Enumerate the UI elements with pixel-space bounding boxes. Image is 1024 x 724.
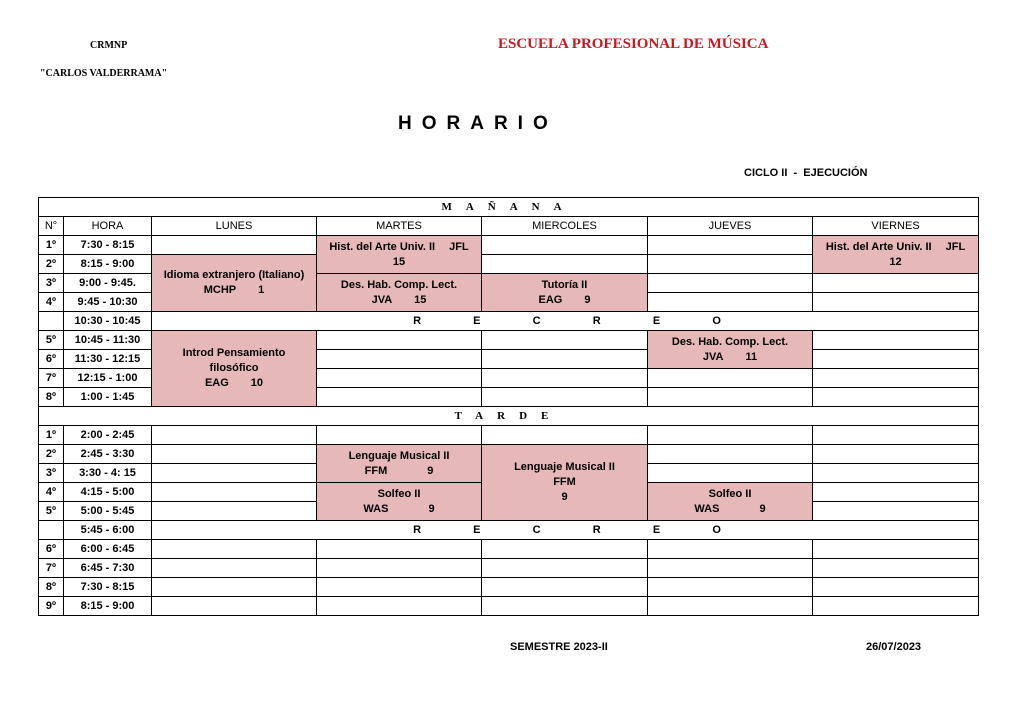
period-number: 1º bbox=[39, 236, 64, 255]
empty-slot bbox=[317, 369, 482, 388]
empty-slot bbox=[317, 597, 482, 616]
course-deshab-martes bbox=[317, 274, 482, 312]
course-teacher: JVA bbox=[371, 293, 393, 306]
empty-slot bbox=[813, 350, 979, 369]
empty-slot bbox=[648, 388, 813, 407]
empty-slot bbox=[813, 369, 979, 388]
institution-short: CRMNP bbox=[90, 40, 128, 51]
period-time: 6:00 - 6:45 bbox=[64, 540, 152, 559]
period-number: 4º bbox=[39, 293, 64, 312]
course-teacher: WAS bbox=[694, 502, 720, 515]
empty-slot bbox=[813, 464, 979, 483]
period-time: 3:30 - 4: 15 bbox=[64, 464, 152, 483]
course-room: 9 bbox=[584, 293, 591, 306]
empty-slot bbox=[813, 388, 979, 407]
morning-section-header: MAÑANA bbox=[39, 198, 979, 217]
empty-slot bbox=[317, 426, 482, 445]
course-room: 9 bbox=[759, 502, 766, 515]
empty-slot bbox=[648, 369, 813, 388]
empty-slot bbox=[152, 464, 317, 483]
empty-slot bbox=[813, 483, 979, 502]
course-room: 12 bbox=[889, 255, 902, 268]
col-header-hora: HORA bbox=[64, 217, 152, 236]
period-time: 12:15 - 1:00 bbox=[64, 369, 152, 388]
course-name: Tutoría II bbox=[541, 278, 588, 291]
recess-letter: R bbox=[413, 523, 422, 536]
empty-slot bbox=[813, 502, 979, 521]
period-number: 5º bbox=[39, 331, 64, 350]
empty-slot bbox=[648, 578, 813, 597]
period-number: 2º bbox=[39, 445, 64, 464]
cycle-label: CICLO II - EJECUCIÓN bbox=[744, 167, 868, 179]
empty-slot bbox=[152, 540, 317, 559]
course-teacher: EAG bbox=[204, 377, 229, 389]
period-time: 9:45 - 10:30 bbox=[64, 293, 152, 312]
empty-slot bbox=[482, 559, 648, 578]
empty-slot bbox=[648, 293, 813, 312]
empty-slot bbox=[648, 597, 813, 616]
school-title: ESCUELA PROFESIONAL DE MÚSICA bbox=[498, 36, 769, 52]
course-room: 9 bbox=[561, 491, 568, 503]
course-name: Lenguaje Musical II bbox=[348, 449, 450, 462]
period-time: 10:30 - 10:45 bbox=[64, 312, 152, 331]
course-room: 15 bbox=[392, 255, 406, 268]
course-solfeo-jueves bbox=[648, 483, 813, 521]
period-number: 6º bbox=[39, 350, 64, 369]
course-teacher: FFM bbox=[553, 476, 576, 488]
period-time: 7:30 - 8:15 bbox=[64, 236, 152, 255]
course-room: 1 bbox=[258, 284, 265, 296]
empty-slot bbox=[152, 597, 317, 616]
recess-letter: C bbox=[532, 523, 541, 536]
empty-slot bbox=[482, 236, 648, 255]
course-tutoria-miercoles bbox=[482, 274, 648, 312]
empty-slot bbox=[813, 426, 979, 445]
empty-slot bbox=[648, 445, 813, 464]
course-teacher: EAG bbox=[538, 293, 563, 306]
empty-slot bbox=[648, 559, 813, 578]
course-room: 10 bbox=[250, 377, 264, 389]
period-time: 5:00 - 5:45 bbox=[64, 502, 152, 521]
course-idioma-lunes bbox=[152, 255, 317, 312]
course-room: 9 bbox=[428, 502, 435, 515]
course-name: Lenguaje Musical II bbox=[514, 461, 615, 473]
empty-slot bbox=[152, 502, 317, 521]
course-solfeo-martes bbox=[317, 483, 482, 521]
period-number bbox=[39, 312, 64, 331]
empty-slot bbox=[152, 236, 317, 255]
empty-slot bbox=[482, 578, 648, 597]
empty-slot bbox=[648, 274, 813, 293]
schedule-table bbox=[38, 197, 979, 616]
period-time: 4:15 - 5:00 bbox=[64, 483, 152, 502]
empty-slot bbox=[317, 350, 482, 369]
course-name: Hist. del Arte Univ. II bbox=[825, 240, 932, 253]
empty-slot bbox=[648, 255, 813, 274]
course-teacher: FFM bbox=[364, 464, 388, 477]
course-room: 9 bbox=[427, 464, 434, 477]
col-header-viernes: VIERNES bbox=[813, 217, 979, 236]
empty-slot bbox=[648, 426, 813, 445]
period-number: 9º bbox=[39, 597, 64, 616]
empty-slot bbox=[482, 331, 648, 350]
col-header-martes: MARTES bbox=[317, 217, 482, 236]
course-hist-viernes bbox=[813, 236, 979, 274]
course-name: Des. Hab. Comp. Lect. bbox=[671, 335, 789, 348]
course-lenguaje-miercoles bbox=[482, 445, 648, 521]
empty-slot bbox=[813, 274, 979, 293]
course-teacher: JFL bbox=[945, 240, 966, 253]
col-header-jueves: JUEVES bbox=[648, 217, 813, 236]
course-deshab-jueves bbox=[648, 331, 813, 369]
period-number: 7º bbox=[39, 559, 64, 578]
recess-letter: E bbox=[473, 314, 481, 327]
institution-name: "CARLOS VALDERRAMA" bbox=[40, 68, 168, 79]
empty-slot bbox=[813, 559, 979, 578]
empty-slot bbox=[648, 464, 813, 483]
period-number: 2º bbox=[39, 255, 64, 274]
period-time: 8:15 - 9:00 bbox=[64, 255, 152, 274]
recess-letter: C bbox=[532, 314, 541, 327]
recess-row bbox=[152, 312, 979, 331]
page-title: HORARIO bbox=[398, 113, 558, 134]
period-time: 2:00 - 2:45 bbox=[64, 426, 152, 445]
empty-slot bbox=[813, 331, 979, 350]
period-number: 5º bbox=[39, 502, 64, 521]
recess-letter: O bbox=[712, 523, 721, 536]
semester-label: SEMESTRE 2023-II bbox=[510, 641, 608, 653]
empty-slot bbox=[317, 559, 482, 578]
empty-slot bbox=[152, 559, 317, 578]
empty-slot bbox=[813, 597, 979, 616]
course-name: Idioma extranjero (Italiano) bbox=[163, 269, 305, 281]
period-number: 6º bbox=[39, 540, 64, 559]
empty-slot bbox=[152, 578, 317, 597]
recess-row bbox=[152, 521, 979, 540]
period-number: 1º bbox=[39, 426, 64, 445]
empty-slot bbox=[482, 350, 648, 369]
empty-slot bbox=[813, 540, 979, 559]
period-time: 1:00 - 1:45 bbox=[64, 388, 152, 407]
course-teacher: WAS bbox=[363, 502, 389, 515]
course-room: 11 bbox=[745, 350, 758, 363]
course-introd-lunes bbox=[152, 331, 317, 407]
period-number: 3º bbox=[39, 464, 64, 483]
empty-slot bbox=[482, 540, 648, 559]
empty-slot bbox=[152, 483, 317, 502]
course-teacher: JVA bbox=[702, 350, 724, 363]
recess-letter: R bbox=[413, 314, 422, 327]
period-number bbox=[39, 521, 64, 540]
empty-slot bbox=[482, 369, 648, 388]
empty-slot bbox=[648, 236, 813, 255]
empty-slot bbox=[152, 426, 317, 445]
period-time: 8:15 - 9:00 bbox=[64, 597, 152, 616]
course-teacher: JFL bbox=[449, 240, 469, 253]
period-time: 9:00 - 9:45. bbox=[64, 274, 152, 293]
course-room: 15 bbox=[414, 293, 427, 306]
course-name: Solfeo II bbox=[708, 487, 752, 500]
period-number: 4º bbox=[39, 483, 64, 502]
empty-slot bbox=[317, 331, 482, 350]
empty-slot bbox=[317, 578, 482, 597]
recess-letter: E bbox=[652, 523, 661, 536]
period-time: 7:30 - 8:15 bbox=[64, 578, 152, 597]
empty-slot bbox=[482, 426, 648, 445]
empty-slot bbox=[152, 445, 317, 464]
recess-letter: R bbox=[592, 314, 601, 327]
period-number: 3º bbox=[39, 274, 64, 293]
col-header-number: N° bbox=[39, 217, 64, 236]
course-name: Des. Hab. Comp. Lect. bbox=[340, 278, 458, 291]
course-teacher: MCHP bbox=[203, 284, 237, 296]
empty-slot bbox=[482, 255, 648, 274]
recess-letter: E bbox=[473, 523, 481, 536]
empty-slot bbox=[813, 445, 979, 464]
date-label: 26/07/2023 bbox=[866, 641, 922, 653]
empty-slot bbox=[648, 540, 813, 559]
period-time: 5:45 - 6:00 bbox=[64, 521, 152, 540]
course-lenguaje-martes bbox=[317, 445, 482, 483]
empty-slot bbox=[317, 540, 482, 559]
course-hist-martes bbox=[317, 236, 482, 274]
recess-letter: R bbox=[592, 523, 601, 536]
period-number: 8º bbox=[39, 388, 64, 407]
col-header-lunes: LUNES bbox=[152, 217, 317, 236]
course-name: Introd Pensamiento filosófico bbox=[182, 347, 286, 374]
course-name: Hist. del Arte Univ. II bbox=[329, 240, 436, 253]
recess-letter: E bbox=[652, 314, 661, 327]
empty-slot bbox=[813, 578, 979, 597]
period-time: 11:30 - 12:15 bbox=[64, 350, 152, 369]
period-number: 7º bbox=[39, 369, 64, 388]
course-name: Solfeo II bbox=[377, 487, 421, 500]
afternoon-section-header: TARDE bbox=[39, 407, 979, 426]
empty-slot bbox=[482, 597, 648, 616]
empty-slot bbox=[813, 293, 979, 312]
period-time: 2:45 - 3:30 bbox=[64, 445, 152, 464]
period-time: 6:45 - 7:30 bbox=[64, 559, 152, 578]
col-header-miercoles: MIERCOLES bbox=[482, 217, 648, 236]
empty-slot bbox=[482, 388, 648, 407]
empty-slot bbox=[317, 388, 482, 407]
period-number: 8º bbox=[39, 578, 64, 597]
period-time: 10:45 - 11:30 bbox=[64, 331, 152, 350]
recess-letter: O bbox=[712, 314, 721, 327]
